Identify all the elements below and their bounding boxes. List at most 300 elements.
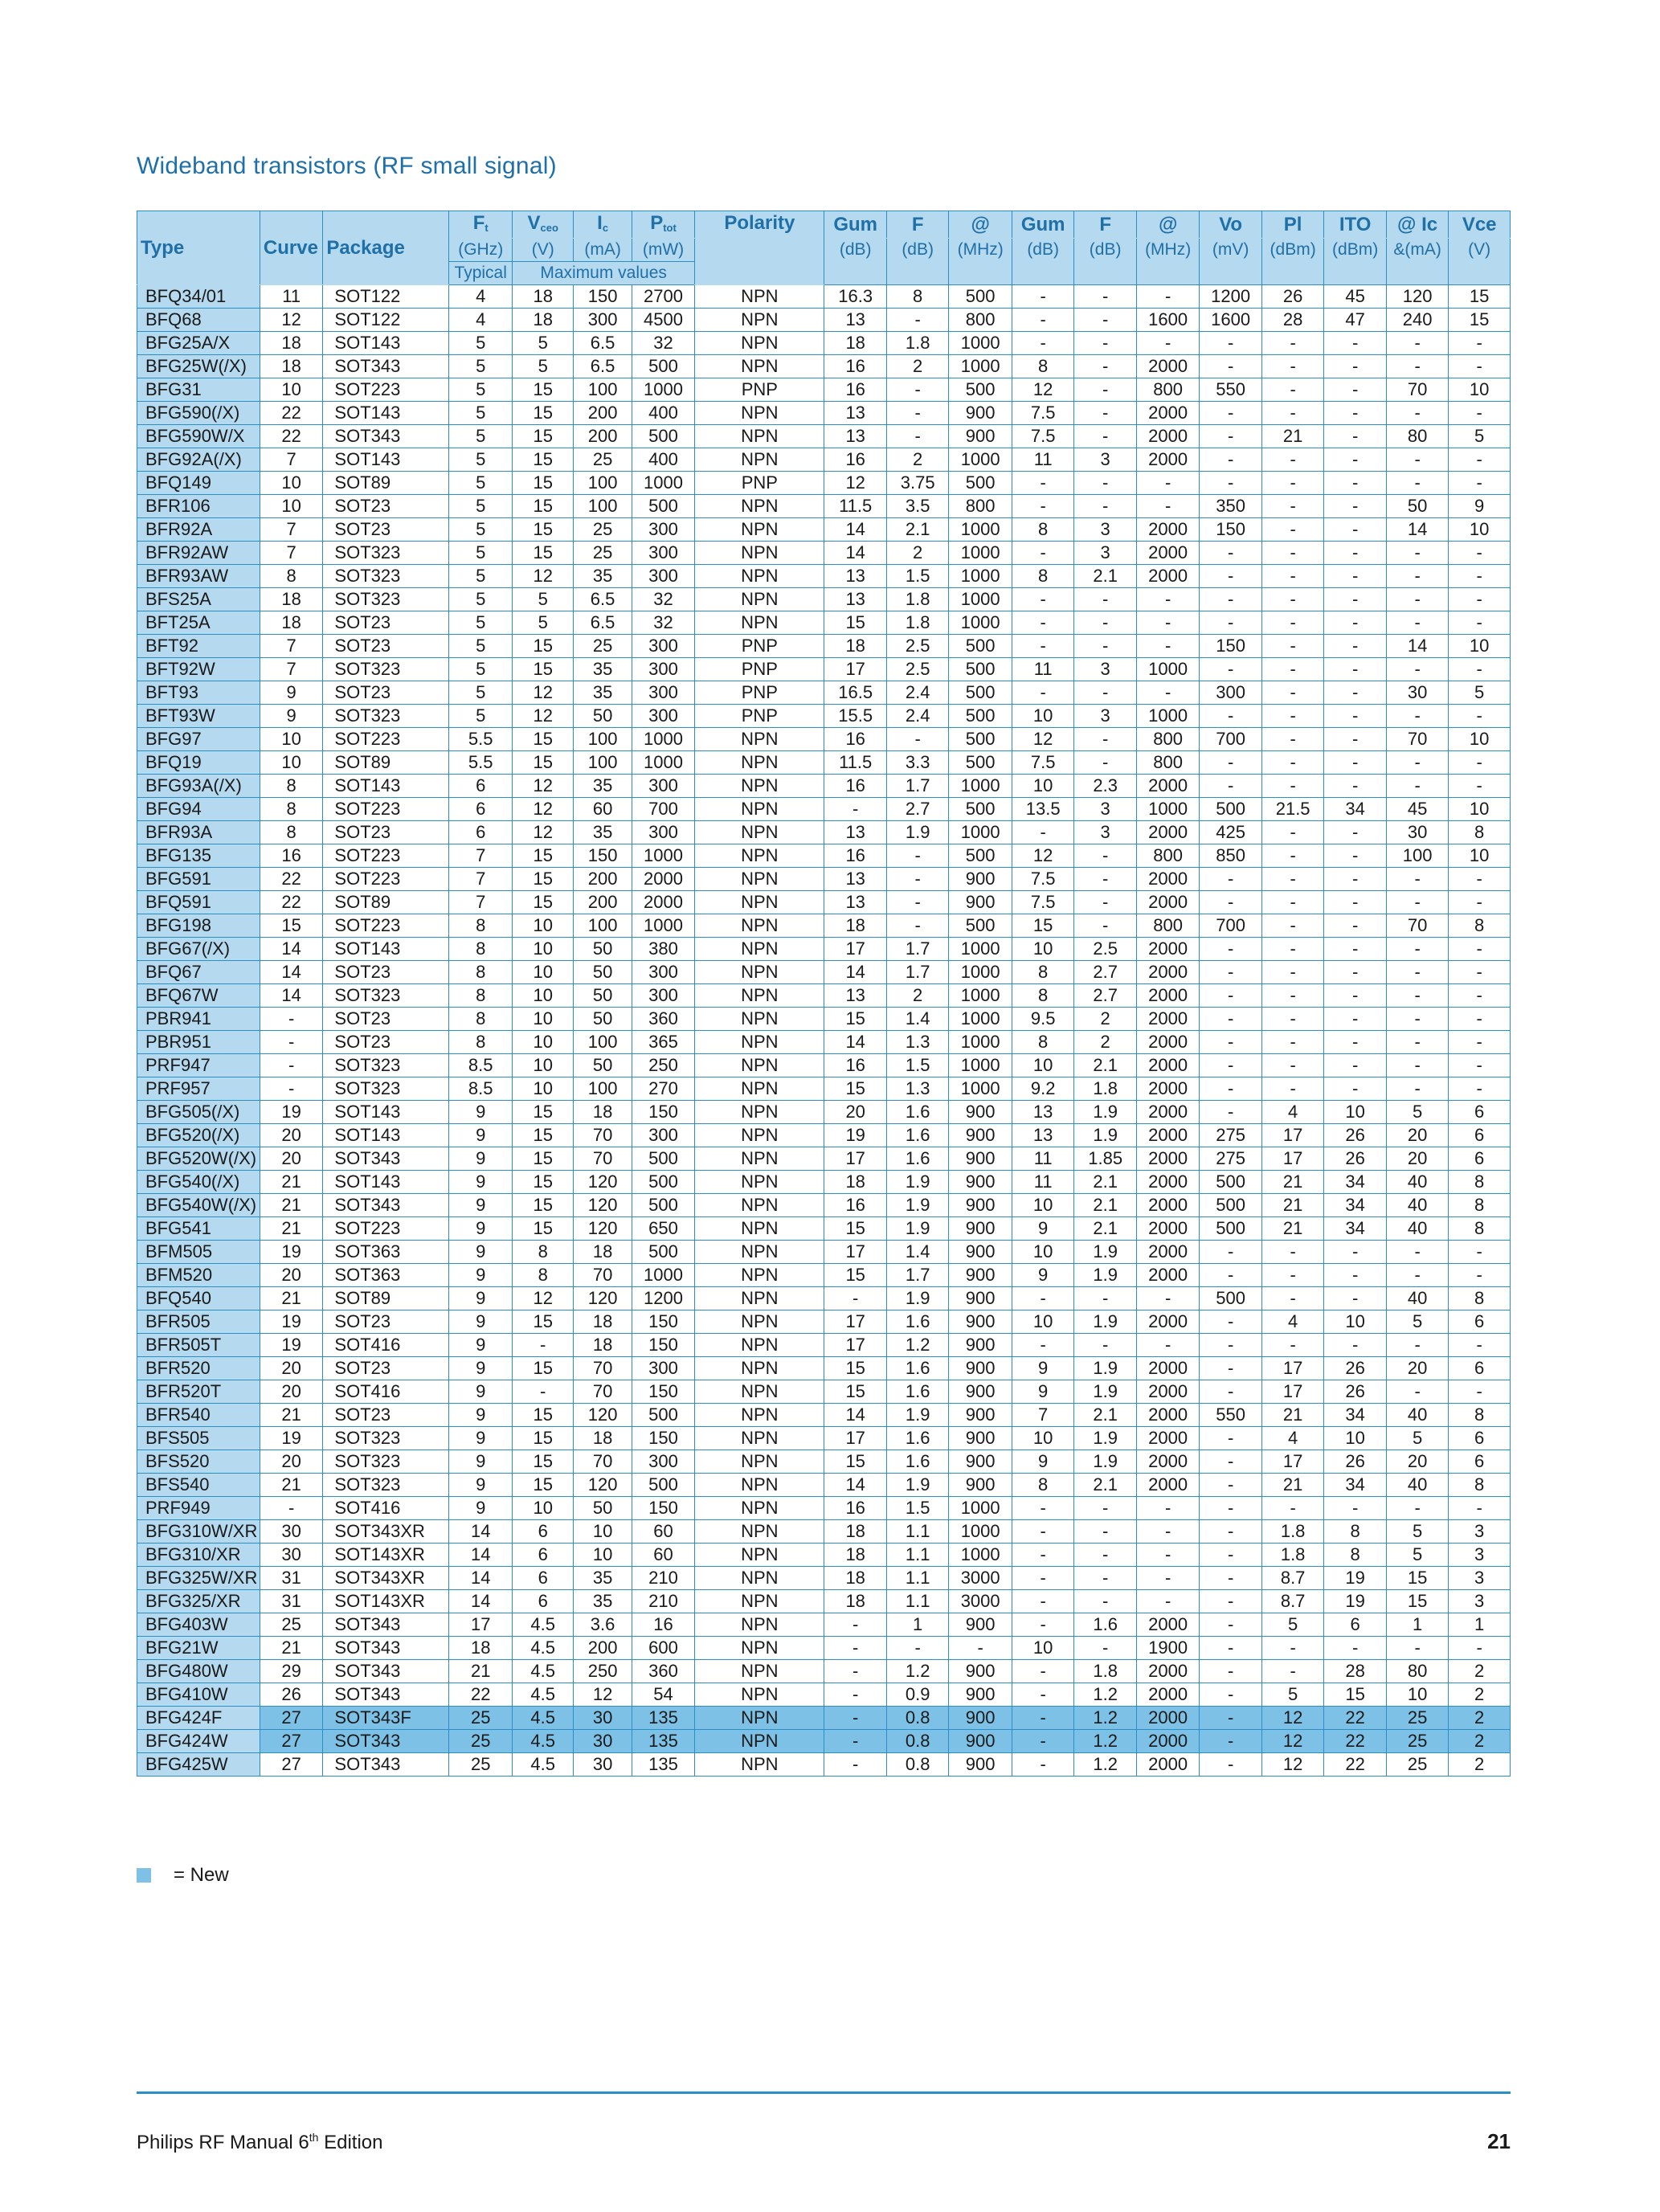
- table-cell: -: [1136, 1334, 1200, 1357]
- table-cell: NPN: [695, 984, 824, 1008]
- table-cell: 15: [512, 402, 573, 425]
- table-cell: 12: [512, 681, 573, 705]
- table-cell: NPN: [695, 1147, 824, 1171]
- table-cell: -: [1386, 1054, 1448, 1077]
- table-cell: 3: [1449, 1520, 1511, 1543]
- table-cell: 18: [574, 1334, 632, 1357]
- table-cell: 8: [1449, 1217, 1511, 1241]
- table-cell: PRF957: [137, 1077, 260, 1101]
- table-cell: 8: [1012, 355, 1073, 378]
- table-cell: 6: [512, 1590, 573, 1613]
- table-cell: 4.5: [512, 1683, 573, 1707]
- table-cell: NPN: [695, 1404, 824, 1427]
- table-cell: -: [1261, 611, 1323, 635]
- table-cell: 10: [1012, 1054, 1073, 1077]
- table-cell: 10: [1012, 1427, 1073, 1450]
- table-cell: 10: [512, 1031, 573, 1054]
- table-cell: -: [260, 1497, 323, 1520]
- table-cell: -: [1324, 355, 1386, 378]
- table-cell: 15: [512, 425, 573, 448]
- table-cell: 2000: [1136, 1264, 1200, 1287]
- table-cell: 1000: [1136, 798, 1200, 821]
- table-cell: -: [1200, 1031, 1261, 1054]
- table-cell: 1.9: [1074, 1380, 1136, 1404]
- table-cell: 15: [512, 1450, 573, 1474]
- table-cell: -: [260, 1008, 323, 1031]
- table-cell: NPN: [695, 1543, 824, 1567]
- table-cell: 900: [949, 1217, 1012, 1241]
- table-cell: -: [1324, 518, 1386, 542]
- table-cell: 35: [574, 1590, 632, 1613]
- table-cell: 6.5: [574, 588, 632, 611]
- table-cell: SOT343: [323, 425, 449, 448]
- table-cell: -: [1449, 961, 1511, 984]
- table-cell: BFT92W: [137, 658, 260, 681]
- table-cell: 4.5: [512, 1660, 573, 1683]
- table-cell: -: [1386, 448, 1448, 472]
- table-cell: 5: [449, 332, 513, 355]
- table-cell: 1.7: [886, 1264, 948, 1287]
- table-cell: 2: [1449, 1730, 1511, 1753]
- wideband-transistors-table: [137, 211, 1511, 1777]
- table-cell: -: [1074, 425, 1136, 448]
- table-cell: -: [1200, 1730, 1261, 1753]
- table-cell: NPN: [695, 1077, 824, 1101]
- table-cell: 1.9: [886, 1404, 948, 1427]
- table-cell: 9: [260, 705, 323, 728]
- label-maximum-values: Maximum values: [512, 262, 694, 285]
- table-cell: 15: [512, 1427, 573, 1450]
- table-cell: -: [1449, 332, 1511, 355]
- table-cell: 550: [1200, 378, 1261, 402]
- table-cell: 19: [260, 1101, 323, 1124]
- table-cell: 8.5: [449, 1077, 513, 1101]
- table-cell: 2000: [1136, 355, 1200, 378]
- table-cell: 0.8: [886, 1707, 948, 1730]
- table-cell: BFG310W/XR: [137, 1520, 260, 1543]
- table-cell: 900: [949, 868, 1012, 891]
- table-row: [137, 332, 1511, 355]
- table-cell: SOT223: [323, 798, 449, 821]
- table-cell: 14: [824, 542, 886, 565]
- table-cell: -: [1386, 658, 1448, 681]
- table-cell: 22: [449, 1683, 513, 1707]
- table-cell: 150: [632, 1427, 695, 1450]
- table-cell: 26: [1324, 1380, 1386, 1404]
- table-cell: 2.1: [1074, 1194, 1136, 1217]
- table-cell: 6: [512, 1520, 573, 1543]
- table-cell: -: [1324, 658, 1386, 681]
- table-cell: BFR505: [137, 1310, 260, 1334]
- table-cell: SOT89: [323, 472, 449, 495]
- table-cell: NPN: [695, 844, 824, 868]
- table-cell: NPN: [695, 448, 824, 472]
- table-cell: 19: [260, 1427, 323, 1450]
- table-cell: 8: [512, 1241, 573, 1264]
- table-cell: 2.3: [1074, 775, 1136, 798]
- table-cell: -: [1324, 611, 1386, 635]
- table-cell: 1.9: [1074, 1241, 1136, 1264]
- table-cell: 5: [1386, 1101, 1448, 1124]
- table-cell: 19: [260, 1241, 323, 1264]
- table-cell: 35: [574, 565, 632, 588]
- table-cell: 400: [632, 402, 695, 425]
- table-cell: 500: [949, 472, 1012, 495]
- table-cell: 15: [512, 1147, 573, 1171]
- table-cell: 8: [449, 961, 513, 984]
- table-cell: BFR520: [137, 1357, 260, 1380]
- table-cell: 0.8: [886, 1730, 948, 1753]
- table-cell: 1000: [949, 1497, 1012, 1520]
- table-cell: 425: [1200, 821, 1261, 844]
- table-cell: -: [886, 309, 948, 332]
- table-cell: BFG93A(/X): [137, 775, 260, 798]
- table-cell: 10: [1012, 1637, 1073, 1660]
- table-cell: NPN: [695, 1730, 824, 1753]
- table-cell: 10: [260, 495, 323, 518]
- table-cell: 18: [260, 588, 323, 611]
- table-row: [137, 1590, 1511, 1613]
- table-cell: -: [1261, 844, 1323, 868]
- table-cell: 2000: [1136, 518, 1200, 542]
- table-cell: 1.85: [1074, 1147, 1136, 1171]
- table-cell: SOT223: [323, 868, 449, 891]
- table-cell: 21: [1261, 1474, 1323, 1497]
- table-cell: BFR505T: [137, 1334, 260, 1357]
- table-row: [137, 868, 1511, 891]
- table-row: [137, 1567, 1511, 1590]
- table-cell: 1000: [949, 1054, 1012, 1077]
- table-cell: SOT223: [323, 914, 449, 938]
- table-cell: 1.6: [886, 1147, 948, 1171]
- table-cell: 1000: [1136, 705, 1200, 728]
- col-gum1: Gum: [824, 211, 886, 239]
- table-cell: 900: [949, 1427, 1012, 1450]
- table-cell: 4: [1261, 1101, 1323, 1124]
- table-cell: -: [1200, 1683, 1261, 1707]
- legend-label: = New: [174, 1864, 229, 1886]
- table-cell: 2000: [632, 891, 695, 914]
- table-cell: 5: [449, 402, 513, 425]
- table-cell: 900: [949, 1683, 1012, 1707]
- table-cell: 5: [1386, 1310, 1448, 1334]
- table-cell: SOT323: [323, 588, 449, 611]
- table-cell: 20: [260, 1357, 323, 1380]
- table-cell: 9: [449, 1450, 513, 1474]
- table-cell: -: [824, 1613, 886, 1637]
- table-cell: -: [1012, 1567, 1073, 1590]
- table-cell: BFG480W: [137, 1660, 260, 1683]
- table-cell: NPN: [695, 914, 824, 938]
- table-cell: 1000: [949, 1031, 1012, 1054]
- table-cell: -: [1324, 1264, 1386, 1287]
- table-cell: 900: [949, 1707, 1012, 1730]
- table-cell: -: [1200, 1450, 1261, 1474]
- table-cell: 1.6: [886, 1380, 948, 1404]
- table-cell: 25: [1386, 1707, 1448, 1730]
- table-row: [137, 1730, 1511, 1753]
- table-cell: 28: [1261, 309, 1323, 332]
- table-cell: -: [1261, 961, 1323, 984]
- table-cell: 34: [1324, 1194, 1386, 1217]
- table-cell: -: [1012, 1287, 1073, 1310]
- table-cell: 4.5: [512, 1730, 573, 1753]
- table-cell: 8: [260, 775, 323, 798]
- table-cell: SOT323: [323, 705, 449, 728]
- table-cell: 26: [1261, 285, 1323, 309]
- table-cell: 1.1: [886, 1567, 948, 1590]
- table-cell: 13: [1012, 1124, 1073, 1147]
- col-ptot: Ptot: [632, 211, 695, 239]
- table-row: [137, 1264, 1511, 1287]
- table-cell: BFG31: [137, 378, 260, 402]
- table-cell: 15: [512, 1101, 573, 1124]
- table-cell: 150: [632, 1310, 695, 1334]
- table-cell: 250: [632, 1054, 695, 1077]
- table-cell: NPN: [695, 1264, 824, 1287]
- table-cell: NPN: [695, 891, 824, 914]
- table-cell: 70: [1386, 378, 1448, 402]
- table-cell: -: [1200, 588, 1261, 611]
- table-cell: NPN: [695, 518, 824, 542]
- table-cell: 25: [449, 1707, 513, 1730]
- table-cell: 2: [1449, 1660, 1511, 1683]
- table-cell: NPN: [695, 1474, 824, 1497]
- table-row: [137, 355, 1511, 378]
- table-cell: 30: [1386, 681, 1448, 705]
- table-cell: 11: [260, 285, 323, 309]
- table-cell: 150: [1200, 518, 1261, 542]
- table-cell: 4.5: [512, 1753, 573, 1777]
- table-cell: 50: [574, 705, 632, 728]
- table-cell: NPN: [695, 751, 824, 775]
- table-cell: 25: [1386, 1730, 1448, 1753]
- footer-divider: [137, 2091, 1511, 2094]
- table-cell: 1.6: [886, 1310, 948, 1334]
- table-cell: 25: [449, 1730, 513, 1753]
- table-cell: 500: [949, 681, 1012, 705]
- col-type: Type: [137, 211, 260, 285]
- table-cell: 10: [512, 1008, 573, 1031]
- table-cell: 10: [574, 1520, 632, 1543]
- unit-v: (V): [512, 239, 573, 262]
- table-cell: BFQ67W: [137, 984, 260, 1008]
- table-cell: -: [1012, 1707, 1073, 1730]
- table-cell: 21: [1261, 425, 1323, 448]
- table-row: [137, 891, 1511, 914]
- table-cell: 9: [449, 1124, 513, 1147]
- table-cell: 9: [449, 1404, 513, 1427]
- table-row: [137, 1543, 1511, 1567]
- table-cell: -: [1386, 1241, 1448, 1264]
- table-cell: BFG21W: [137, 1637, 260, 1660]
- table-cell: 900: [949, 1753, 1012, 1777]
- table-cell: -: [1449, 1077, 1511, 1101]
- table-cell: 2000: [1136, 1474, 1200, 1497]
- table-cell: -: [1200, 611, 1261, 635]
- table-cell: 13: [824, 309, 886, 332]
- table-cell: NPN: [695, 868, 824, 891]
- table-cell: 10: [260, 728, 323, 751]
- table-cell: 10: [1449, 635, 1511, 658]
- table-cell: 2: [886, 448, 948, 472]
- table-cell: 14: [824, 961, 886, 984]
- table-cell: -: [1012, 611, 1073, 635]
- unit-vo: (mV): [1200, 239, 1261, 285]
- new-swatch-icon: [137, 1868, 151, 1883]
- table-cell: 900: [949, 1264, 1012, 1287]
- table-cell: 500: [632, 1147, 695, 1171]
- table-cell: -: [1261, 728, 1323, 751]
- table-cell: -: [1012, 285, 1073, 309]
- table-cell: -: [1200, 1008, 1261, 1031]
- table-cell: 2.1: [1074, 1054, 1136, 1077]
- legend: [137, 1864, 229, 1887]
- table-cell: -: [1200, 402, 1261, 425]
- table-cell: -: [1012, 332, 1073, 355]
- unit-ghz: (GHz): [449, 239, 513, 262]
- table-cell: 300: [632, 658, 695, 681]
- table-cell: 30: [574, 1707, 632, 1730]
- table-cell: 15: [512, 1357, 573, 1380]
- table-cell: 60: [632, 1543, 695, 1567]
- table-cell: 900: [949, 1310, 1012, 1334]
- table-cell: 32: [632, 611, 695, 635]
- table-cell: 14: [449, 1520, 513, 1543]
- table-cell: 120: [574, 1474, 632, 1497]
- table-cell: 12: [512, 775, 573, 798]
- table-cell: 15: [512, 1171, 573, 1194]
- table-cell: -: [1386, 588, 1448, 611]
- table-cell: 15: [512, 844, 573, 868]
- table-cell: 12: [512, 821, 573, 844]
- table-cell: 14: [824, 1404, 886, 1427]
- table-cell: 34: [1324, 798, 1386, 821]
- table-cell: 50: [574, 961, 632, 984]
- table-cell: 120: [574, 1194, 632, 1217]
- table-cell: 8: [449, 1008, 513, 1031]
- table-cell: SOT343: [323, 1613, 449, 1637]
- table-cell: -: [1074, 588, 1136, 611]
- table-cell: -: [1261, 448, 1323, 472]
- table-cell: 300: [632, 542, 695, 565]
- table-cell: 10: [512, 961, 573, 984]
- table-cell: BFG325W/XR: [137, 1567, 260, 1590]
- table-cell: -: [1324, 914, 1386, 938]
- table-cell: 3: [1449, 1590, 1511, 1613]
- table-cell: NPN: [695, 1753, 824, 1777]
- table-cell: 2000: [1136, 1310, 1200, 1334]
- table-cell: -: [1261, 1077, 1323, 1101]
- table-cell: SOT143XR: [323, 1543, 449, 1567]
- table-cell: SOT23: [323, 518, 449, 542]
- table-cell: SOT143: [323, 448, 449, 472]
- table-cell: 120: [574, 1217, 632, 1241]
- table-cell: 100: [574, 378, 632, 402]
- table-cell: 15: [824, 1357, 886, 1380]
- unit-ito: (dBm): [1324, 239, 1386, 285]
- table-cell: -: [1200, 448, 1261, 472]
- table-cell: SOT23: [323, 1404, 449, 1427]
- table-cell: 25: [1386, 1753, 1448, 1777]
- table-cell: 9: [449, 1264, 513, 1287]
- table-cell: 34: [1324, 1171, 1386, 1194]
- table-cell: 2.1: [1074, 1404, 1136, 1427]
- table-cell: 3000: [949, 1590, 1012, 1613]
- table-cell: -: [1074, 355, 1136, 378]
- table-cell: PBR941: [137, 1008, 260, 1031]
- table-cell: -: [260, 1077, 323, 1101]
- table-cell: NPN: [695, 798, 824, 821]
- table-cell: 8: [1449, 1404, 1511, 1427]
- table-cell: 1.8: [1074, 1660, 1136, 1683]
- table-cell: NPN: [695, 775, 824, 798]
- table-cell: 12: [1012, 378, 1073, 402]
- table-cell: 8.7: [1261, 1567, 1323, 1590]
- table-cell: -: [1261, 984, 1323, 1008]
- col-at2: @: [1136, 211, 1200, 239]
- table-cell: -: [1324, 425, 1386, 448]
- table-cell: -: [1261, 565, 1323, 588]
- table-cell: 800: [1136, 378, 1200, 402]
- table-cell: 34: [1324, 1404, 1386, 1427]
- table-cell: 15: [824, 1264, 886, 1287]
- table-cell: -: [1200, 891, 1261, 914]
- table-cell: 2.4: [886, 705, 948, 728]
- table-cell: 17: [824, 1427, 886, 1450]
- table-cell: 1000: [949, 961, 1012, 984]
- table-cell: -: [260, 1031, 323, 1054]
- table-cell: 1.1: [886, 1590, 948, 1613]
- table-cell: BFG310/XR: [137, 1543, 260, 1567]
- table-cell: -: [1012, 1613, 1073, 1637]
- table-cell: -: [1074, 1287, 1136, 1310]
- table-cell: -: [886, 1637, 948, 1660]
- table-row: [137, 1171, 1511, 1194]
- table-cell: 10: [1324, 1427, 1386, 1450]
- table-cell: SOT343XR: [323, 1520, 449, 1543]
- table-cell: 1.4: [886, 1241, 948, 1264]
- table-cell: 2000: [1136, 565, 1200, 588]
- table-cell: SOT343: [323, 1730, 449, 1753]
- table-cell: 21: [260, 1637, 323, 1660]
- table-cell: 500: [1200, 1217, 1261, 1241]
- table-cell: 13: [1012, 1101, 1073, 1124]
- table-cell: BFR93AW: [137, 565, 260, 588]
- table-cell: 2000: [1136, 402, 1200, 425]
- table-cell: 54: [632, 1683, 695, 1707]
- table-cell: -: [1261, 868, 1323, 891]
- table-cell: -: [1386, 1334, 1448, 1357]
- table-cell: BFG540W(/X): [137, 1194, 260, 1217]
- table-cell: 6.5: [574, 332, 632, 355]
- table-cell: 18: [824, 635, 886, 658]
- table-cell: 50: [574, 1054, 632, 1077]
- table-cell: SOT363: [323, 1264, 449, 1287]
- table-cell: -: [1449, 1334, 1511, 1357]
- table-cell: SOT143: [323, 1171, 449, 1194]
- table-cell: 15: [1386, 1590, 1448, 1613]
- table-cell: 5: [449, 588, 513, 611]
- table-cell: 8: [1449, 1474, 1511, 1497]
- table-cell: 16: [824, 448, 886, 472]
- table-cell: 5: [449, 378, 513, 402]
- table-cell: 12: [260, 309, 323, 332]
- table-cell: 18: [574, 1241, 632, 1264]
- table-cell: 500: [632, 495, 695, 518]
- table-cell: 1000: [949, 1543, 1012, 1567]
- table-cell: SOT23: [323, 635, 449, 658]
